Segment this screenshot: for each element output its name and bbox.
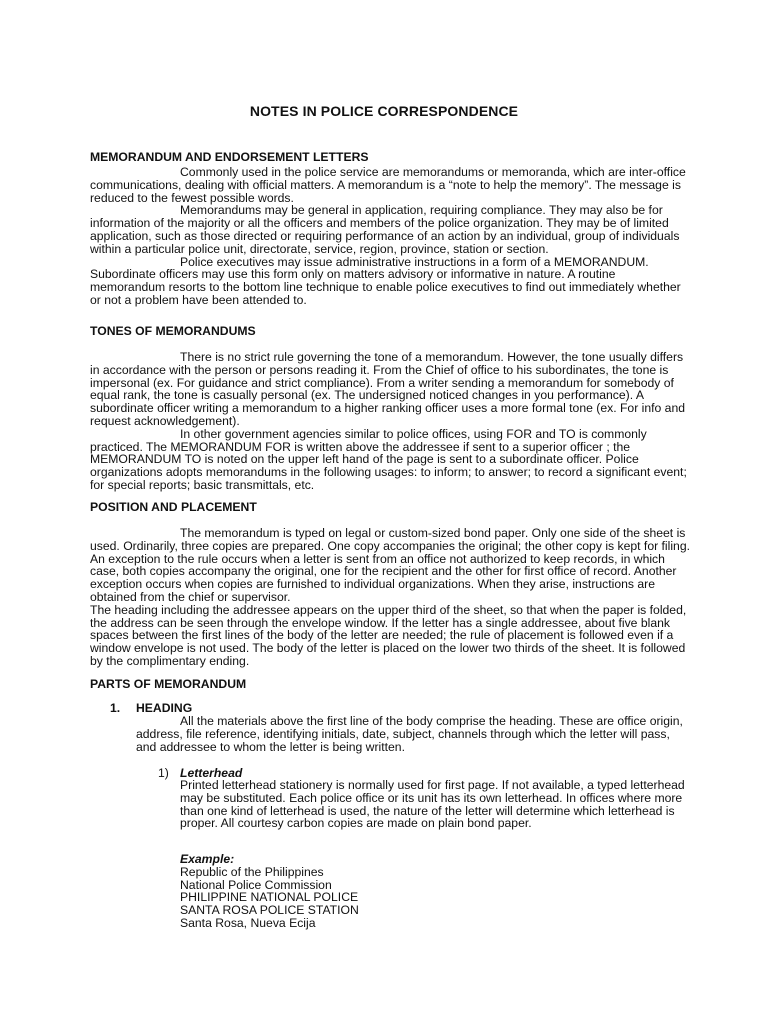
example-line: SANTA ROSA POLICE STATION [180,903,359,918]
example-line: National Police Commission [180,877,332,892]
paragraph: The memorandum is typed on legal or custom-sized bond paper. Only one side of the sheet is used. Ordinarily, three copies are prepared. One copy accompanies the original; the other copy is kept for filing. An exception to the rule occurs when a letter is sent from an office not authorized to keep records, in which case, both copies accompany the original, one for the recipient and the other for first office of record. Another exception occurs when copies are furnished to individual organizations. When they arise, instructions are obtained from the chief or supervisor. [90,526,690,604]
list-item-heading [110,701,192,715]
section-heading-memorandum: MEMORANDUM AND ENDORSEMENT LETTERS [90,150,369,164]
example-line: Republic of the Philippines [180,864,324,879]
section-body-memorandum [90,166,690,307]
section-body-tones [90,351,690,492]
sub-item-body: Printed letterhead stationery is normally used for first page. If not available, a typed letterhead may be substituted. Each police office or its unit has its own letterhead. In offices where more than one kind of letterhead is used, the nature of the letter will determine which letterhead is proper. All courtesy carbon copies are made on plain bond paper. [180,778,685,831]
section-heading-parts: PARTS OF MEMORANDUM [90,677,247,691]
example-label: Example: [180,852,235,866]
sub-item-label: Letterhead [180,766,243,780]
list-number: 1. [110,701,121,715]
paragraph: In other government agencies similar to police offices, using FOR and TO is commonly practiced. The MEMORANDUM FOR is written above the addressee if sent to a superior officer ; the MEMORANDUM TO is noted on the upper left hand of the page is sent to a subordinate officer. Police organizations adopts memorandums in the following usages: to inform; to answer; to record a significant event; for special reports; basic transmittals, etc. [90,426,687,492]
paragraph: There is no strict rule governing the tone of a memorandum. However, the tone usually differs in accordance with the person or persons reading it. From the Chief of office to his subordinates, the tone is impersonal (ex. For guidance and strict compliance). From a writer sending a memorandum for somebody of equal rank, the tone is casually personal (ex. The undersigned noticed changes in you performance). A subordinate officer writing a memorandum to a higher ranking officer uses a more formal tone (ex. For info and request acknowledgement). [90,350,686,428]
section-heading-tones: TONES OF MEMORANDUMS [90,324,256,338]
paragraph: Police executives may issue administrative instructions in a form of a MEMORANDUM. Subordinate officers may use this form only on matters advisory or informative in nature. A routine memorandum resorts to the bottom line technique to enable police executives to find out immediately whether or not a problem have been attended to. [90,254,681,307]
example-line: PHILIPPINE NATIONAL POLICE [180,890,359,905]
section-body-position [90,527,690,668]
page-title: NOTES IN POLICE CORRESPONDENCE [249,103,519,119]
section-heading-position: POSITION AND PLACEMENT [90,500,257,514]
paragraph: Memorandums may be general in application, requiring compliance. They may also be for information of the majority or all the officers and members of the police organization. They may be of limited application, such as those directed or requiring performance of an action by an individual, group of individuals within a particular police unit, directorate, service, region, province, station or section. [90,203,680,256]
paragraph: The heading including the addressee appears on the upper third of the sheet, so that when the paper is folded, the address can be seen through the envelope window. If the letter has a single addressee, about five blank spaces between the first lines of the body of the letter are needed; the rule of placement is followed even if a window envelope is not used. The body of the letter is placed on the lower two thirds of the sheet. It is followed by the complimentary ending. [90,602,687,668]
example-line: Santa Rosa, Nueva Ecija [180,915,316,930]
list-item-body: All the materials above the first line of the body comprise the heading. These are office origin, address, file reference, identifying initials, date, subject, channels through which the letter will pass, and addressee to whom the letter is being written. [136,714,683,754]
sub-item-number: 1) [158,766,169,780]
example-block [180,853,359,930]
paragraph: Commonly used in the police service are memorandums or memoranda, which are inter-office communications, dealing with official matters. A memorandum is a “note to help the memory”. The message is reduced to the fewest possible words. [90,165,686,205]
list-item-label: HEADING [136,701,193,715]
